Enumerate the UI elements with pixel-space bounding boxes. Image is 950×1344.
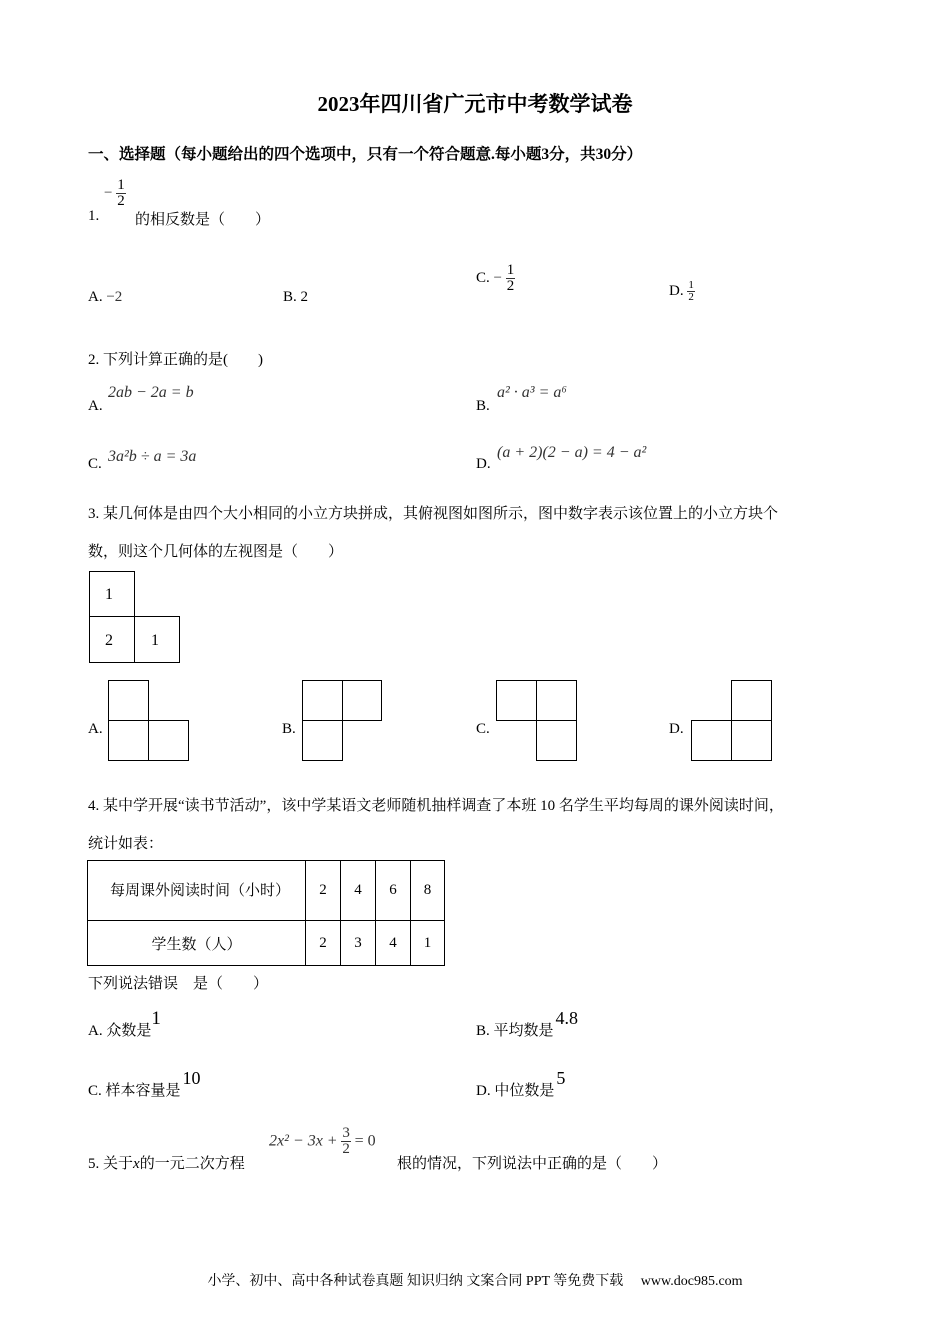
q3-option-c-label[interactable]: C.	[476, 721, 490, 737]
q4-option-b[interactable]	[476, 1008, 578, 1040]
fraction-numerator: 1	[688, 279, 694, 291]
q4-option-a[interactable]	[88, 1008, 161, 1040]
fraction	[687, 280, 695, 303]
q3-option-b-label[interactable]: B.	[282, 721, 296, 737]
table-row	[88, 921, 445, 966]
table-cell: 3	[341, 921, 376, 966]
table-row	[88, 861, 445, 921]
fraction-sign: −	[493, 270, 502, 286]
q2-option-d-label[interactable]: D.	[476, 456, 491, 472]
q1-option-c[interactable]	[476, 263, 515, 294]
option-value: 4.8	[555, 1008, 579, 1028]
view-cell	[691, 720, 732, 761]
option-label: B. 平均数是	[476, 1023, 554, 1039]
q2-option-a-expr: 2ab − 2a = b	[108, 384, 194, 401]
table-cell: 8	[411, 861, 445, 921]
stem-prefix: 5. 关于	[88, 1156, 134, 1172]
q4-option-c[interactable]	[88, 1068, 201, 1100]
q1-option-d[interactable]	[669, 280, 695, 303]
top-view-count: 2	[105, 632, 113, 649]
option-value: 5	[556, 1068, 566, 1088]
q2-option-b-expr: a² · a³ = a⁶	[497, 384, 567, 401]
view-cell	[536, 680, 577, 721]
question-1-fraction	[104, 178, 126, 209]
question-3-stem-line1: 3. 某几何体是由四个大小相同的小立方块拼成，其俯视图如图所示，图中数字表示该位置上的小立方块个	[88, 506, 779, 522]
option-label: D. 中位数是	[476, 1083, 555, 1099]
question-2-stem: 2. 下列计算正确的是( )	[88, 352, 263, 368]
fraction-numerator: 3	[342, 1125, 350, 1141]
question-1-number: 1.	[88, 208, 100, 224]
question-5-stem-start	[88, 1152, 245, 1173]
table-cell: 6	[376, 861, 411, 921]
view-cell	[148, 720, 189, 761]
section-heading: 一、选择题（每小题给出的四个选项中，只有一个符合题意.每小题3分，共30分）	[88, 146, 643, 163]
option-label: A. 众数是	[88, 1023, 152, 1039]
option-value: 2	[300, 289, 309, 305]
q2-option-b-label[interactable]: B.	[476, 398, 490, 414]
question-4-stem-line1: 4. 某中学开展“读书节活动”，该中学某语文老师随机抽样调查了本班 10 名学生平均每周的课外阅读时间，	[88, 798, 784, 814]
option-label: C.	[476, 270, 490, 286]
option-label: C. 样本容量是	[88, 1083, 181, 1099]
option-label: A.	[88, 289, 103, 305]
fraction-denominator: 2	[117, 193, 125, 209]
view-cell	[302, 680, 343, 721]
table-cell: 2	[306, 921, 341, 966]
option-value: 1	[151, 1008, 161, 1029]
table-cell: 1	[411, 921, 445, 966]
option-value: −2	[106, 289, 123, 305]
variable-x: x	[133, 1156, 140, 1172]
q2-option-c-label[interactable]: C.	[88, 456, 102, 472]
q3-option-a-label[interactable]: A.	[88, 721, 103, 737]
fraction-numerator: 1	[117, 177, 125, 193]
q2-option-a-label[interactable]: A.	[88, 398, 103, 414]
view-cell	[108, 720, 149, 761]
fraction	[341, 1126, 351, 1157]
question-5-stem-end: 根的情况，下列说法中正确的是（ ）	[397, 1156, 668, 1172]
fraction-sign: −	[104, 185, 113, 201]
view-cell	[108, 680, 149, 721]
equation-left: 2x² − 3x +	[269, 1132, 338, 1150]
fraction	[506, 263, 516, 294]
q1-option-b[interactable]	[283, 289, 308, 306]
page-footer: 小学、初中、高中各种试卷真题 知识归纳 文案合同 PPT 等免费下载 www.doc985.com	[207, 1274, 743, 1289]
page-title: 2023年四川省广元市中考数学试卷	[317, 92, 633, 116]
fraction-denominator: 2	[688, 291, 694, 303]
question-3-stem-line2: 数，则这个几何体的左视图是（ ）	[88, 544, 344, 560]
fraction-denominator: 2	[506, 278, 515, 294]
reading-time-table	[87, 860, 445, 966]
view-cell	[342, 680, 382, 721]
q4-option-d[interactable]	[476, 1068, 565, 1100]
view-cell	[496, 680, 537, 721]
top-view-count: 1	[105, 586, 113, 603]
table-row-header: 学生数（人）	[88, 921, 306, 966]
option-label: D.	[669, 283, 684, 299]
question-1-stem: 的相反数是（ ）	[135, 212, 271, 228]
view-cell	[302, 720, 343, 761]
equation-right: = 0	[354, 1132, 376, 1150]
q3-option-d-label[interactable]: D.	[669, 721, 684, 737]
question-4-stem-line2: 统计如表：	[88, 836, 164, 852]
top-view-count: 1	[151, 632, 159, 649]
table-cell: 2	[306, 861, 341, 921]
table-row-header: 每周课外阅读时间（小时）	[88, 861, 306, 921]
q2-option-d-expr: (a + 2)(2 − a) = 4 − a²	[497, 444, 647, 461]
view-cell	[731, 720, 772, 761]
table-cell: 4	[341, 861, 376, 921]
stem-middle: 的一元二次方程	[139, 1156, 245, 1172]
view-cell	[536, 720, 577, 761]
option-value: 10	[182, 1068, 201, 1088]
table-cell: 4	[376, 921, 411, 966]
option-label: B.	[283, 289, 297, 305]
view-cell	[731, 680, 772, 721]
question-5-equation	[269, 1126, 376, 1157]
q1-option-a[interactable]	[88, 289, 122, 306]
fraction-denominator: 2	[342, 1141, 350, 1157]
q2-option-c-expr: 3a²b ÷ a = 3a	[108, 448, 197, 465]
fraction	[116, 178, 126, 209]
fraction-numerator: 1	[506, 262, 515, 278]
question-4-prompt: 下列说法错误 是（ ）	[88, 976, 269, 992]
